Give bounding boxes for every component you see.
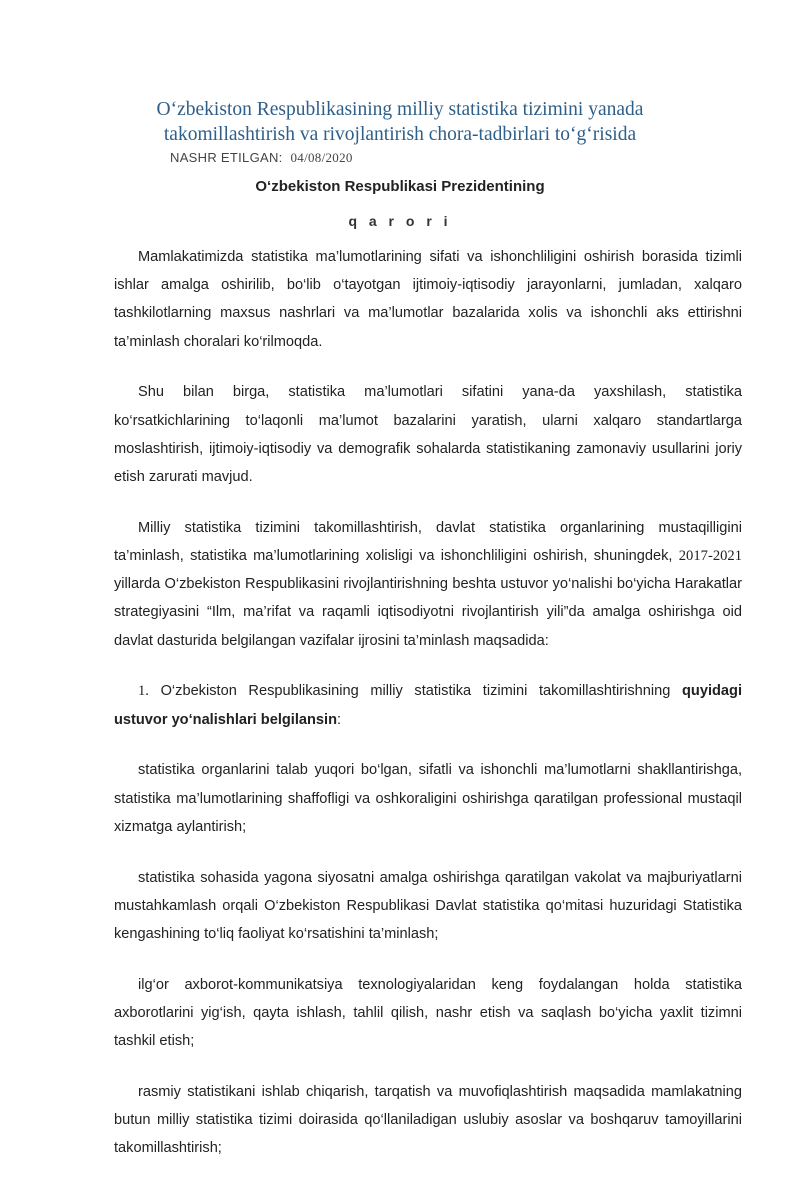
item-number: 1. [138,683,149,700]
paragraph-8: rasmiy statistikani ishlab chiqarish, tarqatish va muvofiqlashtirish maqsadida mamlakatning butun milliy statistika tizimi doirasida qo‘llaniladigan uslubiy asoslar va boshqaruv tamoyillarini takomillashtirish; [114,1084,742,1157]
paragraph-2: Shu bilan birga, statistika ma’lumotlari sifatini yana-da yaxshilash, statistika ko‘rsatkichlarining to‘laqonli ma’lumot bazalarini yaratish, ularni xalqaro standartlarga moslashtirish, ijtimoiy-iqtisodiy va demografik sohalarda statistikaning zamonaviy usullarini joriy etish zarurati mavjud. [114,384,742,486]
paragraph-4-text: O‘zbekiston Respublikasining milliy statistika tizimini takomillashtirishning [148,683,682,700]
document-type-heading: q a r o r i [348,213,452,229]
publication-line [170,150,353,166]
paragraph-6: statistika sohasida yagona siyosatni amalga oshirishga qaratilgan vakolat va majburiyatlarni mustahkamlash orqali O‘zbekiston Respublikasi Davlat statistika qo‘mitasi huzuridagi Statistika kengashining to‘liq faoliyat ko‘rsatishini ta’minlash; [114,869,742,943]
paragraph-1: Mamlakatimizda statistika ma’lumotlarining sifati va ishonchliligini oshirish borasida tizimli ishlar amalga oshirilib, bo‘lib o‘tayotgan ijtimoiy-iqtisodiy jarayonlarni, jumladan, xalqaro tashkilotlarning maxsus nashrlari va ma’lumotlar bazalarida xolis va ishonchli aks ettirishni ta’minlash choralari ko‘rilmoqda. [114,249,742,350]
document-body [114,243,742,1185]
paragraph-3-text-b: yillarda O‘zbekiston Respublikasini rivojlantirishning beshta ustuvor yo‘nalishi bo‘yicha Harakatlar strategiyasini “Ilm, ma’rifat va raqamli iqtisodiyotni rivojlantirish yili”da amalga oshirishga oid davlat dasturida belgilangan vazifalar ijrosini ta’minlash maqsadida: [114,576,742,649]
paragraph-4 [114,677,742,733]
year-range-end: 2021 [712,548,742,565]
paragraph-7: ilg‘or axborot-kommunikatsiya texnologiyalaridan keng foydalangan holda statistika axborotlarini yig‘ish, qayta ishlash, tahlil qilish, nashr etish va saqlash bo‘yicha yaxlit tizimni tashkil etish; [114,976,742,1050]
issuer-heading: O‘zbekiston Respublikasi Prezidentining [255,178,545,195]
document-title-line-1: O‘zbekiston Respublikasining milliy statistika tizimini yanada [156,99,644,120]
paragraph-3 [114,514,742,655]
published-date: 04/08/2020 [290,150,353,165]
document-title [100,97,700,147]
paragraph-3-text-a: Milliy statistika tizimini takomillashtirish, davlat statistika organlarining mustaqilligini ta’minlash, statistika ma’lumotlarining xolisligi va ishonchliligini oshirish, shuningdek, [114,519,742,565]
paragraph-5: statistika organlarini talab yuqori bo‘lgan, sifatli va ishonchli ma’lumotlarni shakllantirishga, statistika ma’lumotlarining shaffofligi va oshkoraligini oshirishga qaratilgan professional mustaqil xizmatga aylantirish; [114,762,742,835]
published-label: NASHR ETILGAN: [170,150,283,165]
document-title-line-2: takomillashtirish va rivojlantirish chora-tadbirlari to‘g‘risida [163,124,637,145]
year-range-start: 2017- [678,548,713,565]
paragraph-4-end: : [337,711,342,728]
paragraph-4-bold-text: quyidagi ustuvor yo‘nalishlari belgilansin [114,683,742,728]
